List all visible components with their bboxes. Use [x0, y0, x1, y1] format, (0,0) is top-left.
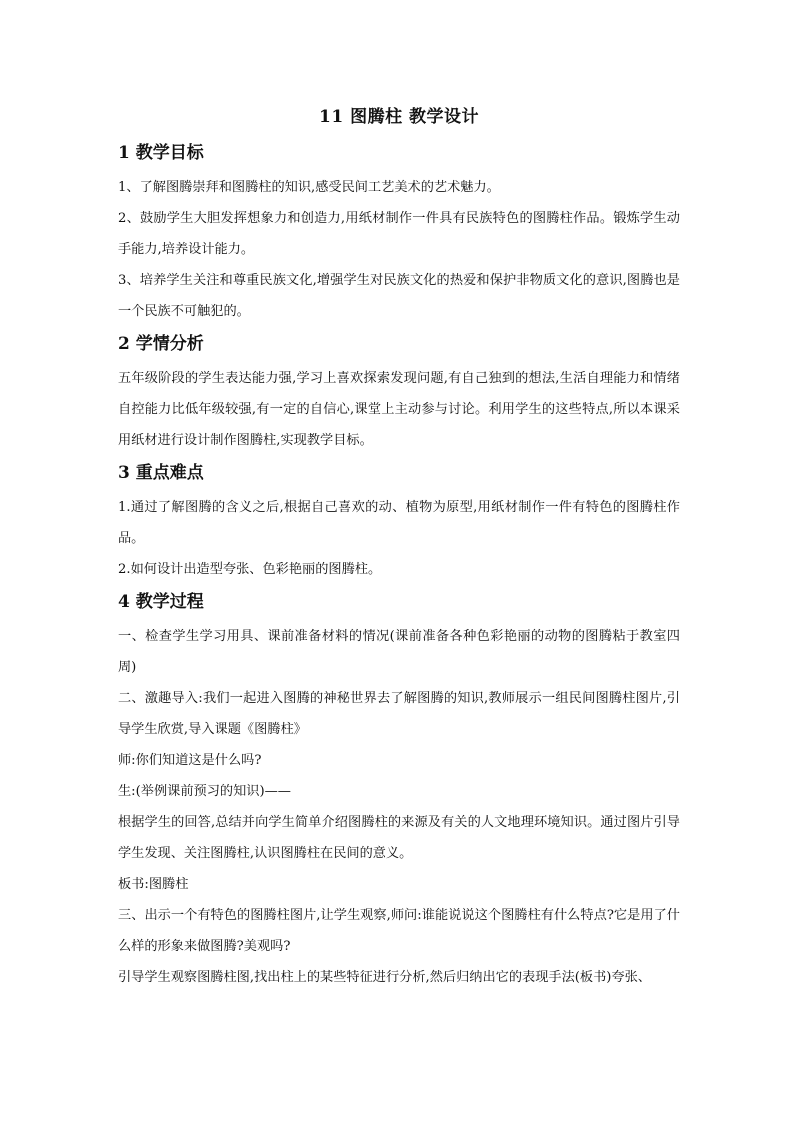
page-title: 11 图腾柱 教学设计 [319, 107, 479, 127]
paragraph: 2、鼓励学生大胆发挥想象力和创造力,用纸材制作一件具有民族特色的图腾柱作品。锻炼学生动手能力,培养设计能力。 [118, 211, 680, 257]
paragraph: 3、培养学生关注和尊重民族文化,增强学生对民族文化的热爱和保护非物质文化的意识,图腾也是一个民族不可触犯的。 [118, 273, 680, 319]
paragraph: 师:你们知道这是什么吗? [118, 753, 262, 768]
paragraph: 1、了解图腾崇拜和图腾柱的知识,感受民间工艺美术的艺术魅力。 [118, 180, 500, 195]
paragraph: 板书:图腾柱 [118, 877, 189, 892]
paragraph: 2.如何设计出造型夸张、色彩艳丽的图腾柱。 [118, 562, 382, 577]
paragraph: 引导学生观察图腾柱图,找出柱上的某些特征进行分析,然后归纳出它的表现手法(板书)夸张、 [118, 970, 651, 985]
section-heading-key-points: 3 重点难点 [118, 463, 204, 483]
section-heading-analysis: 2 学情分析 [118, 334, 204, 354]
paragraph: 五年级阶段的学生表达能力强,学习上喜欢探索发现问题,有自己独到的想法,生活自理能力和情绪自控能力比低年级较强,有一定的自信心,课堂上主动参与讨论。利用学生的这些特点,所以本课采用纸材进行设计制作图腾柱,实现教学目标。 [118, 371, 680, 448]
paragraph: 根据学生的回答,总结并向学生简单介绍图腾柱的来源及有关的人文地理环境知识。通过图片引导学生发现、关注图腾柱,认识图腾柱在民间的意义。 [118, 815, 680, 861]
section-heading-process: 4 教学过程 [118, 592, 204, 612]
section-heading-objectives: 1 教学目标 [118, 143, 204, 163]
paragraph: 1.通过了解图腾的含义之后,根据自己喜欢的动、植物为原型,用纸材制作一件有特色的图腾柱作品。 [118, 500, 680, 546]
paragraph: 二、激趣导入:我们一起进入图腾的神秘世界去了解图腾的知识,教师展示一组民间图腾柱图片,引导学生欣赏,导入课题《图腾柱》 [118, 691, 680, 737]
paragraph: 生:(举例课前预习的知识)—— [118, 784, 291, 799]
paragraph: 一、检查学生学习用具、课前准备材料的情况(课前准备各种色彩艳丽的动物的图腾粘于教室四周) [118, 629, 680, 675]
paragraph: 三、出示一个有特色的图腾柱图片,让学生观察,师问:谁能说说这个图腾柱有什么特点?它是用了什么样的形象来做图腾?美观吗? [118, 908, 680, 954]
document-body [118, 104, 680, 993]
